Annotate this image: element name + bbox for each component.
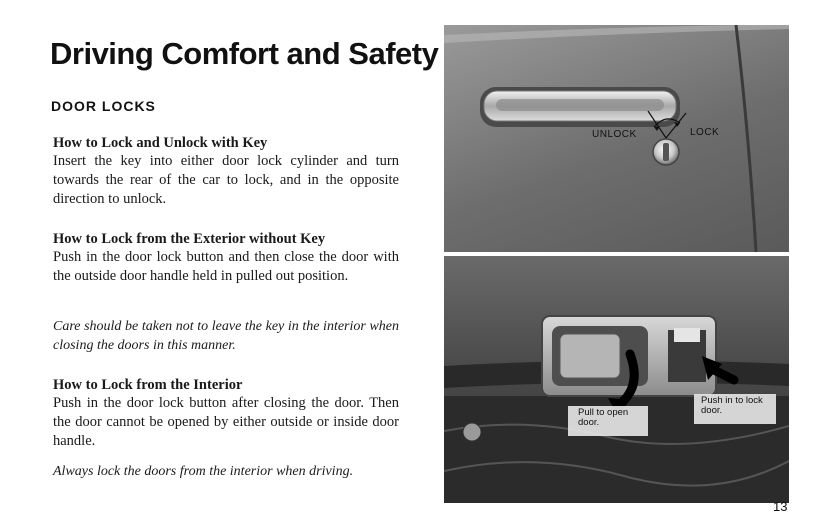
- section-heading: DOOR LOCKS: [51, 98, 156, 114]
- key-caution-note: Care should be taken not to leave the key in the interior when closing the doors in this manner.: [53, 319, 399, 353]
- driving-note: Always lock the doors from the interior when driving.: [53, 464, 354, 479]
- exterior-lock-heading: How to Lock from the Exterior without Key: [53, 231, 326, 247]
- driving-note-block: [53, 462, 399, 481]
- interior-lock-text: Push in the door lock button after closing the door. Then the door cannot be opened by either outside or inside door handle.: [53, 395, 399, 449]
- pull-to-open-label: Pull to open door.: [578, 407, 629, 428]
- lock-button: [674, 328, 700, 342]
- key-lock-text: Insert the key into either door lock cylinder and turn towards the rear of the car to lock, and in the opposite direction to unlock.: [53, 153, 399, 207]
- interior-lock-heading: How to Lock from the Interior: [53, 377, 243, 393]
- lock-label: LOCK: [690, 127, 720, 138]
- interior-lock-block: [53, 376, 399, 451]
- interior-door-photo: [444, 256, 789, 503]
- exterior-lock-block: [53, 230, 399, 286]
- page-title: Driving Comfort and Safety: [50, 36, 439, 71]
- key-caution-block: [53, 317, 399, 355]
- inside-door-handle: [560, 334, 620, 378]
- key-lock-heading: How to Lock and Unlock with Key: [53, 135, 268, 151]
- interior-door-illustration: [444, 256, 789, 503]
- key-lock-block: [53, 134, 399, 209]
- page-number: 13: [773, 499, 788, 514]
- trim-screw: [463, 423, 481, 441]
- unlock-label: UNLOCK: [592, 129, 637, 140]
- push-to-lock-label: Push in to lock door.: [701, 395, 763, 416]
- keyhole: [663, 143, 669, 161]
- door-seam: [736, 25, 756, 252]
- exterior-lock-text: Push in the door lock button and then close the door with the outside door handle held in pulled out position.: [53, 249, 399, 284]
- exterior-door-photo: [444, 25, 789, 252]
